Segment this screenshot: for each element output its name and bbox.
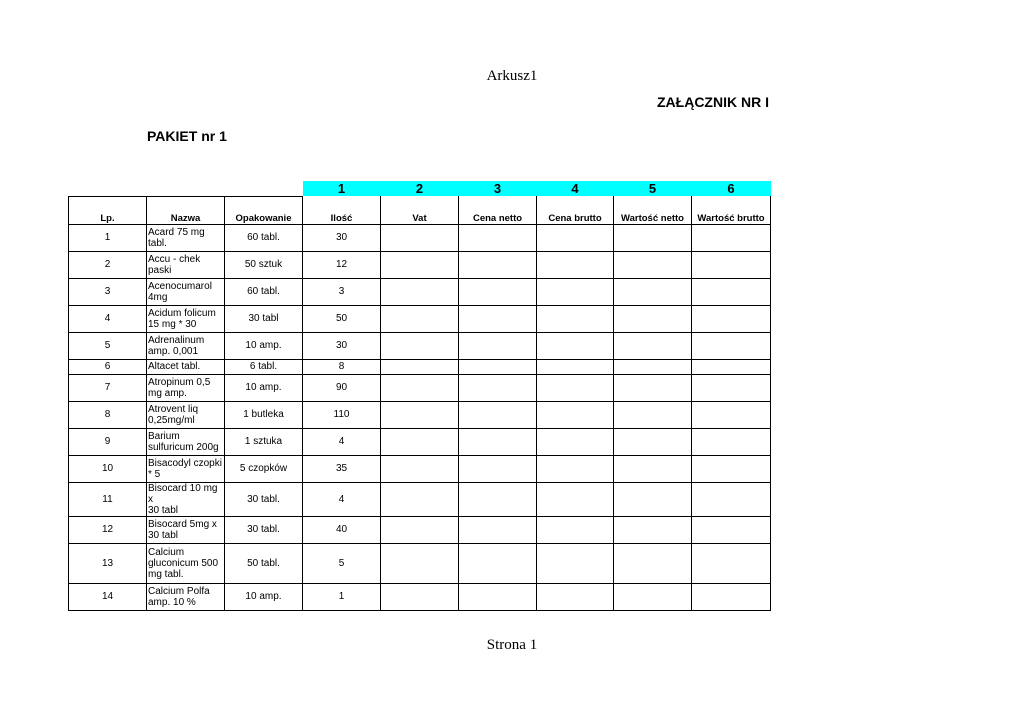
cell-name [147, 278, 225, 305]
cell-net-price [459, 359, 537, 374]
cell-net-price [459, 401, 537, 428]
cell-quantity: 90 [303, 374, 381, 401]
cell-name [147, 428, 225, 455]
column-number: 1 [303, 181, 381, 196]
cell-net-value [614, 482, 692, 516]
cell-gross-value [692, 359, 771, 374]
header-lp: Lp. [69, 211, 147, 224]
cell-gross-value [692, 332, 771, 359]
cell-package: 50 sztuk [225, 251, 303, 278]
cell-net-price [459, 428, 537, 455]
cell-net-value [614, 251, 692, 278]
cell-gross-value [692, 543, 771, 583]
name-line: Acenocumarol [148, 280, 212, 292]
cell-quantity: 30 [303, 224, 381, 251]
cell-gross-value [692, 455, 771, 482]
cell-package: 1 sztuka [225, 428, 303, 455]
header-gross-price: Cena brutto [537, 211, 614, 224]
name-line: 4mg [148, 291, 168, 303]
name-line: Barium [148, 430, 180, 442]
cell-gross-price [537, 374, 614, 401]
cell-package: 6 tabl. [225, 359, 303, 374]
name-line: Calcium [148, 546, 185, 558]
cell-gross-value [692, 224, 771, 251]
cell-vat [381, 428, 459, 455]
cell-vat [381, 374, 459, 401]
name-line: Adrenalinum [148, 334, 205, 346]
cell-vat [381, 278, 459, 305]
cell-gross-price [537, 516, 614, 543]
cell-net-price [459, 543, 537, 583]
table-row [69, 305, 771, 332]
cell-net-price [459, 516, 537, 543]
cell-net-value [614, 455, 692, 482]
cell-name [147, 251, 225, 278]
cell-gross-value [692, 482, 771, 516]
cell-gross-price [537, 455, 614, 482]
name-line: sulfuricum 200g [148, 441, 219, 453]
name-line: 0,25mg/ml [148, 414, 195, 426]
cell-vat [381, 482, 459, 516]
header-gross-value: Wartość brutto [692, 211, 771, 224]
cell-lp: 6 [69, 359, 147, 374]
cell-lp: 11 [69, 482, 147, 516]
cell-net-value [614, 359, 692, 374]
name-line: Calcium Polfa [148, 585, 210, 597]
name-line: mg amp. [148, 387, 187, 399]
cell-net-price [459, 374, 537, 401]
cell-gross-price [537, 224, 614, 251]
cell-vat [381, 251, 459, 278]
cell-vat [381, 332, 459, 359]
cell-package: 1 butleka [225, 401, 303, 428]
cell-quantity: 1 [303, 583, 381, 610]
cell-quantity: 50 [303, 305, 381, 332]
name-line: Acidum folicum [148, 307, 216, 319]
name-line: Atropinum 0,5 [148, 376, 211, 388]
cell-gross-value [692, 251, 771, 278]
package-title: PAKIET nr 1 [147, 128, 227, 144]
cell-name [147, 401, 225, 428]
header-net-price: Cena netto [459, 211, 537, 224]
cell-gross-price [537, 251, 614, 278]
cell-gross-price [537, 359, 614, 374]
cell-net-value [614, 332, 692, 359]
cell-gross-price [537, 401, 614, 428]
cell-net-value [614, 516, 692, 543]
cell-name [147, 543, 225, 583]
page-footer: Strona 1 [486, 637, 538, 653]
name-line: Bisocard 5mg x [148, 518, 217, 530]
cell-name [147, 583, 225, 610]
table-row [69, 332, 771, 359]
cell-name [147, 305, 225, 332]
column-number: 6 [692, 181, 771, 196]
table-row [69, 583, 771, 610]
header-package: Opakowanie [225, 211, 303, 224]
cell-package: 50 tabl. [225, 543, 303, 583]
column-number: 3 [459, 181, 537, 196]
column-number: 5 [614, 181, 692, 196]
cell-lp: 13 [69, 543, 147, 583]
cell-quantity: 40 [303, 516, 381, 543]
table-row [69, 482, 771, 516]
cell-lp: 1 [69, 224, 147, 251]
table-row [69, 359, 771, 374]
cell-package: 5 czopków [225, 455, 303, 482]
cell-package: 60 tabl. [225, 224, 303, 251]
cell-lp: 2 [69, 251, 147, 278]
name-line: Accu - chek [148, 253, 201, 265]
header-row [69, 211, 771, 224]
cell-package: 10 amp. [225, 583, 303, 610]
cell-net-price [459, 305, 537, 332]
cell-vat [381, 401, 459, 428]
name-line: amp. 0,001 [148, 345, 199, 357]
cell-quantity: 110 [303, 401, 381, 428]
cell-name [147, 482, 225, 516]
table-row [69, 251, 771, 278]
name-line: 30 tabl [148, 529, 179, 541]
cell-vat [381, 583, 459, 610]
cell-net-value [614, 278, 692, 305]
name-line: mg tabl. [148, 568, 184, 580]
cell-lp: 10 [69, 455, 147, 482]
cell-gross-value [692, 583, 771, 610]
cell-vat [381, 516, 459, 543]
table-body [69, 224, 771, 610]
header-vat: Vat [381, 211, 459, 224]
name-line: Bisacodyl czopki [148, 457, 222, 469]
cell-vat [381, 224, 459, 251]
cell-lp: 12 [69, 516, 147, 543]
cell-gross-value [692, 278, 771, 305]
cell-package: 30 tabl. [225, 482, 303, 516]
name-line: gluconicum 500 [148, 557, 219, 569]
cell-lp: 7 [69, 374, 147, 401]
name-line: amp. 10 % [148, 596, 196, 608]
cell-quantity: 30 [303, 332, 381, 359]
cell-vat [381, 543, 459, 583]
cell-name [147, 374, 225, 401]
cell-net-price [459, 482, 537, 516]
cell-quantity: 8 [303, 359, 381, 374]
cell-package: 30 tabl [225, 305, 303, 332]
cell-quantity: 5 [303, 543, 381, 583]
cell-gross-value [692, 374, 771, 401]
cell-gross-price [537, 482, 614, 516]
cell-package: 10 amp. [225, 374, 303, 401]
cell-gross-price [537, 332, 614, 359]
header-name: Nazwa [147, 211, 225, 224]
cell-package: 60 tabl. [225, 278, 303, 305]
cell-lp: 8 [69, 401, 147, 428]
name-line: Altacet tabl. [148, 361, 201, 372]
column-number: 4 [537, 181, 614, 196]
cell-quantity: 4 [303, 428, 381, 455]
table-row [69, 224, 771, 251]
cell-gross-price [537, 428, 614, 455]
cell-gross-price [537, 583, 614, 610]
cell-gross-value [692, 428, 771, 455]
cell-net-value [614, 583, 692, 610]
cell-lp: 14 [69, 583, 147, 610]
column-number: 2 [381, 181, 459, 196]
sheet-title: Arkusz1 [486, 68, 538, 84]
cell-quantity: 12 [303, 251, 381, 278]
table-row [69, 374, 771, 401]
cell-net-price [459, 224, 537, 251]
cell-net-price [459, 332, 537, 359]
table-row [69, 278, 771, 305]
cell-name [147, 332, 225, 359]
cell-gross-value [692, 305, 771, 332]
cell-net-value [614, 224, 692, 251]
table-row [69, 455, 771, 482]
cell-net-value [614, 428, 692, 455]
cell-gross-price [537, 278, 614, 305]
cell-package: 10 amp. [225, 332, 303, 359]
name-line: paski [148, 264, 172, 276]
name-line: tabl. [148, 237, 167, 249]
cell-vat [381, 455, 459, 482]
cell-gross-price [537, 305, 614, 332]
header-quantity: Ilość [303, 211, 381, 224]
cell-net-price [459, 278, 537, 305]
cell-net-price [459, 455, 537, 482]
name-line: 15 mg * 30 [148, 318, 197, 330]
name-line: Bisocard 10 mg x [148, 482, 218, 505]
cell-gross-value [692, 516, 771, 543]
cell-lp: 5 [69, 332, 147, 359]
header-net-value: Wartość netto [614, 211, 692, 224]
cell-gross-price [537, 543, 614, 583]
cell-vat [381, 305, 459, 332]
name-line: * 5 [148, 468, 161, 480]
cell-name [147, 516, 225, 543]
cell-quantity: 35 [303, 455, 381, 482]
cell-lp: 3 [69, 278, 147, 305]
table-row [69, 516, 771, 543]
cell-name [147, 359, 225, 374]
cell-net-value [614, 305, 692, 332]
table-row [69, 543, 771, 583]
table-row [69, 428, 771, 455]
name-line: 30 tabl [148, 504, 179, 516]
cell-vat [381, 359, 459, 374]
name-line: Acard 75 mg [148, 226, 205, 238]
cell-net-price [459, 583, 537, 610]
cell-quantity: 4 [303, 482, 381, 516]
cell-net-value [614, 374, 692, 401]
cell-quantity: 3 [303, 278, 381, 305]
cell-lp: 4 [69, 305, 147, 332]
cell-net-price [459, 251, 537, 278]
price-table [68, 181, 771, 611]
annex-title: ZAŁĄCZNIK NR I [657, 94, 769, 110]
cell-gross-value [692, 401, 771, 428]
cell-net-value [614, 401, 692, 428]
cell-name [147, 455, 225, 482]
cell-lp: 9 [69, 428, 147, 455]
table-row [69, 401, 771, 428]
name-line: Atrovent liq [148, 403, 199, 415]
column-number-row [69, 181, 771, 196]
cell-net-value [614, 543, 692, 583]
cell-package: 30 tabl. [225, 516, 303, 543]
cell-name [147, 224, 225, 251]
